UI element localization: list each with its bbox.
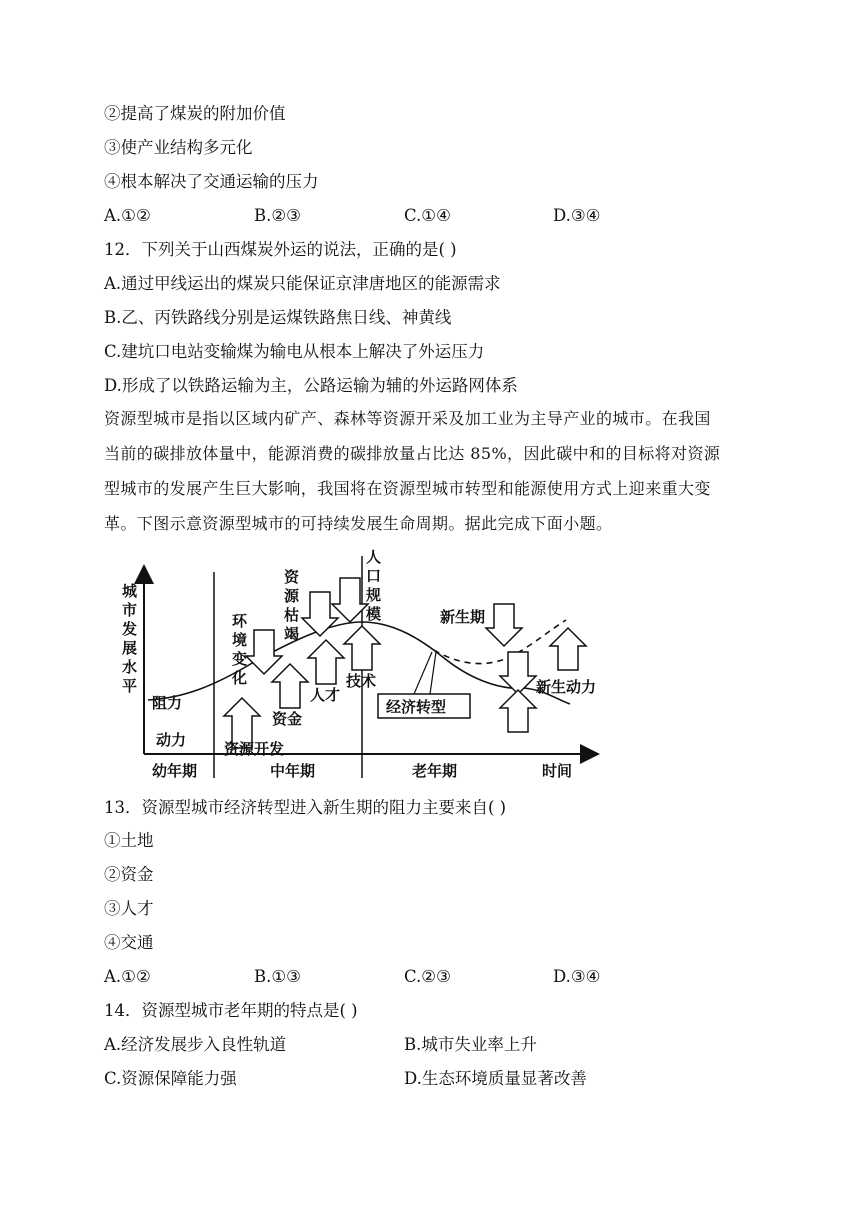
passage-line-1: 资源型城市是指以区域内矿产、森林等资源开采及加工业为主导产业的城市。在我国 [104,409,711,428]
q11-option-b: B.②③ [254,206,301,225]
label-population [365,548,382,623]
stage-old: 老年期 [412,762,458,780]
q13-option-a: A.①② [104,967,151,986]
q12-option-b: B.乙、丙铁路线分别是运煤铁路焦日线、神黄线 [104,308,452,327]
passage-line-2: 当前的碳排放体量中，能源消费的碳排放量占比达 85%，因此碳中和的目标将对资源 [104,444,721,463]
q14-option-b: B.城市失业率上升 [404,1035,537,1054]
lifecycle-diagram [104,548,614,784]
arrow-technology-icon [344,626,380,670]
q11-item-2: ②提高了煤炭的附加价值 [104,104,286,123]
q14-stem: 14．资源型城市老年期的特点是( ) [104,1001,358,1020]
q11-item-3: ③使产业结构多元化 [104,138,253,157]
arrow-environment-change-icon [246,630,282,674]
label-resource-development: 资源开发 [224,740,285,758]
label-resistance: 阻力 [152,694,183,712]
label-new-driving-force: 新生动力 [536,678,597,696]
q12-option-d: D.形成了以铁路运输为主，公路运输为辅的外运路网体系 [104,376,518,395]
q12-stem: 12．下列关于山西煤炭外运的说法，正确的是( ) [104,240,457,259]
q11-item-4: ④根本解决了交通运输的压力 [104,172,319,191]
label-technology: 技术 [346,672,377,690]
q13-stem: 13．资源型城市经济转型进入新生期的阻力主要来自( ) [104,798,507,817]
q11-option-c: C.①④ [404,206,451,225]
stage-youth: 幼年期 [152,762,198,780]
q12-option-c: C.建坑口电站变输煤为输电从根本上解决了外运压力 [104,342,485,361]
passage-line-4: 革。下图示意资源型城市的可持续发展生命周期。据此完成下面小题。 [104,514,613,533]
label-capital: 资金 [272,710,303,728]
label-renewal-period: 新生期 [440,608,486,626]
arrow-capital-icon [272,664,308,708]
label-economic-transition: 经济转型 [386,698,447,716]
svg-text:人口规模: 人口规模 [366,548,382,623]
q14-option-a: A.经济发展步入良性轨道 [104,1035,287,1054]
q14-option-c: C.资源保障能力强 [104,1069,237,1088]
label-talent: 人才 [310,686,341,704]
arrow-old-up-icon [500,690,536,732]
q13-option-b: B.①③ [254,967,301,986]
arrow-new-force-icon [550,628,586,670]
q13-item-3: ③人才 [104,899,154,918]
q14-option-d: D.生态环境质量显著改善 [404,1069,587,1088]
pointer-line-1 [414,652,432,694]
q12-option-a: A.通过甲线运出的煤炭只能保证京津唐地区的能源需求 [104,274,501,293]
q13-item-1: ①土地 [104,831,154,850]
stage-middle: 中年期 [270,762,316,780]
label-environment-change [231,612,248,687]
q13-option-d: D.③④ [553,967,601,986]
passage-line-3: 型城市的发展产生巨大影响，我国将在资源型城市转型和能源使用方式上迎来重大变 [104,479,711,498]
svg-text:环境变化: 环境变化 [232,612,248,687]
q11-option-d: D.③④ [553,206,601,225]
q11-option-a: A.①② [104,206,151,225]
label-driving-force: 动力 [156,731,187,749]
svg-text:资源枯竭: 资源枯竭 [284,568,300,643]
pointer-line-2 [430,652,436,694]
y-axis-label: 城市发展水平 [122,582,138,695]
passage [104,401,756,541]
arrow-renewal-down-icon [486,604,522,646]
q13-option-c: C.②③ [404,967,451,986]
q13-item-4: ④交通 [104,933,154,952]
arrow-talent-icon [308,640,344,684]
x-axis-label: 时间 [542,762,573,780]
label-resource-depletion [284,568,300,643]
q13-item-2: ②资金 [104,865,154,884]
arrow-resource-depletion-1-icon [302,592,338,636]
